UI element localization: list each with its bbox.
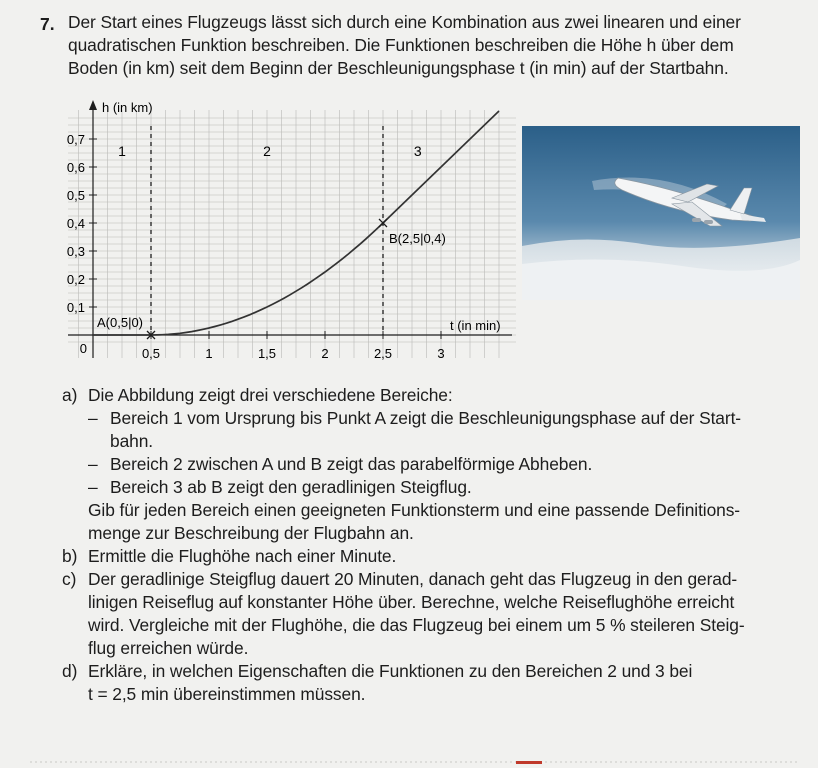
- y-tick-label: 0,6: [66, 160, 85, 175]
- task-text: Gib für jeden Bereich einen geeigneten Funktionsterm und eine passende Definitions-: [88, 500, 740, 520]
- x-axis-label: t (in min): [450, 318, 501, 333]
- bullet: [62, 407, 812, 430]
- task-text: menge zur Beschreibung der Flugbahn an.: [88, 523, 414, 543]
- task-text: Ermittle die Flughöhe nach einer Minute.: [88, 546, 397, 566]
- bullet-text: Bereich 2 zwischen A und B zeigt das parabelförmige Abheben.: [110, 454, 593, 474]
- y-tick-label: 0,4: [66, 216, 85, 231]
- task-a: [62, 384, 812, 407]
- exercise-intro: [68, 11, 813, 80]
- task-text: Der geradlinige Steigflug dauert 20 Minuten, danach geht das Flugzeug in den gerad-: [88, 569, 738, 589]
- y-axis-arrow-icon: [89, 100, 97, 110]
- task-text: flug erreichen würde.: [88, 638, 249, 658]
- point-label: B(2,5|0,4): [389, 231, 446, 246]
- x-tick-label: 1: [205, 346, 213, 361]
- takeoff-graph: [64, 96, 518, 372]
- intro-line: quadratischen Funktion beschreiben. Die Funktionen beschreiben die Höhe h über dem: [68, 35, 734, 55]
- task-label: c): [62, 569, 77, 589]
- bullet-text: Bereich 1 vom Ursprung bis Punkt A zeigt die Beschleunigungsphase auf der Start-: [110, 408, 741, 428]
- y-tick-label: 0,7: [66, 132, 85, 147]
- point-label: A(0,5|0): [97, 315, 144, 330]
- section-label: 2: [263, 143, 271, 159]
- airplane-photo: [522, 126, 800, 300]
- bullet-text: bahn.: [110, 431, 154, 451]
- task-text: linigen Reiseflug auf konstanter Höhe über. Berechne, welche Reiseflughöhe erreicht: [88, 592, 735, 612]
- y-axis-label: h (in km): [102, 100, 153, 115]
- y-tick-label: 0,3: [66, 244, 85, 259]
- task-label: d): [62, 661, 78, 681]
- tasks: [62, 384, 812, 706]
- dash-icon: –: [88, 408, 98, 428]
- footer-rule: [0, 760, 818, 768]
- x-tick-label: 3: [437, 346, 445, 361]
- section-label: 3: [413, 143, 422, 159]
- task-text: t = 2,5 min übereinstimmen müssen.: [88, 684, 366, 704]
- task-b: [62, 545, 812, 568]
- section-label: 1: [118, 143, 126, 159]
- task-text: Die Abbildung zeigt drei verschiedene Bereiche:: [88, 385, 453, 405]
- task-text: wird. Vergleiche mit der Flughöhe, die das Flugzeug bei einem um 5 % steileren Steig-: [88, 615, 745, 635]
- y-tick-label: 0,1: [66, 300, 85, 315]
- task-text: Erkläre, in welchen Eigenschaften die Funktionen zu den Bereichen 2 und 3 bei: [88, 661, 693, 681]
- x-tick-label: 2: [321, 346, 329, 361]
- bullet-text: Bereich 3 ab B zeigt den geradlinigen Steigflug.: [110, 477, 472, 497]
- task-label: a): [62, 385, 78, 405]
- x-tick-label: 0,5: [141, 346, 161, 361]
- y-tick-label: 0,2: [66, 272, 85, 287]
- x-tick-label: 2,5: [373, 346, 393, 361]
- exercise-number: 7.: [40, 14, 55, 34]
- origin-label: 0: [79, 341, 87, 356]
- intro-line: Der Start eines Flugzeugs lässt sich durch eine Kombination aus zwei linearen und einer: [68, 12, 741, 32]
- intro-line: Boden (in km) seit dem Beginn der Beschleunigungsphase t (in min) auf der Startbahn.: [68, 58, 729, 78]
- dash-icon: –: [88, 477, 98, 497]
- task-c: [62, 568, 812, 591]
- x-tick-label: 1,5: [257, 346, 277, 361]
- bullet: [62, 453, 812, 476]
- dash-icon: –: [88, 454, 98, 474]
- y-tick-label: 0,5: [66, 188, 85, 203]
- bullet: [62, 476, 812, 499]
- task-d: [62, 660, 812, 683]
- task-label: b): [62, 546, 78, 566]
